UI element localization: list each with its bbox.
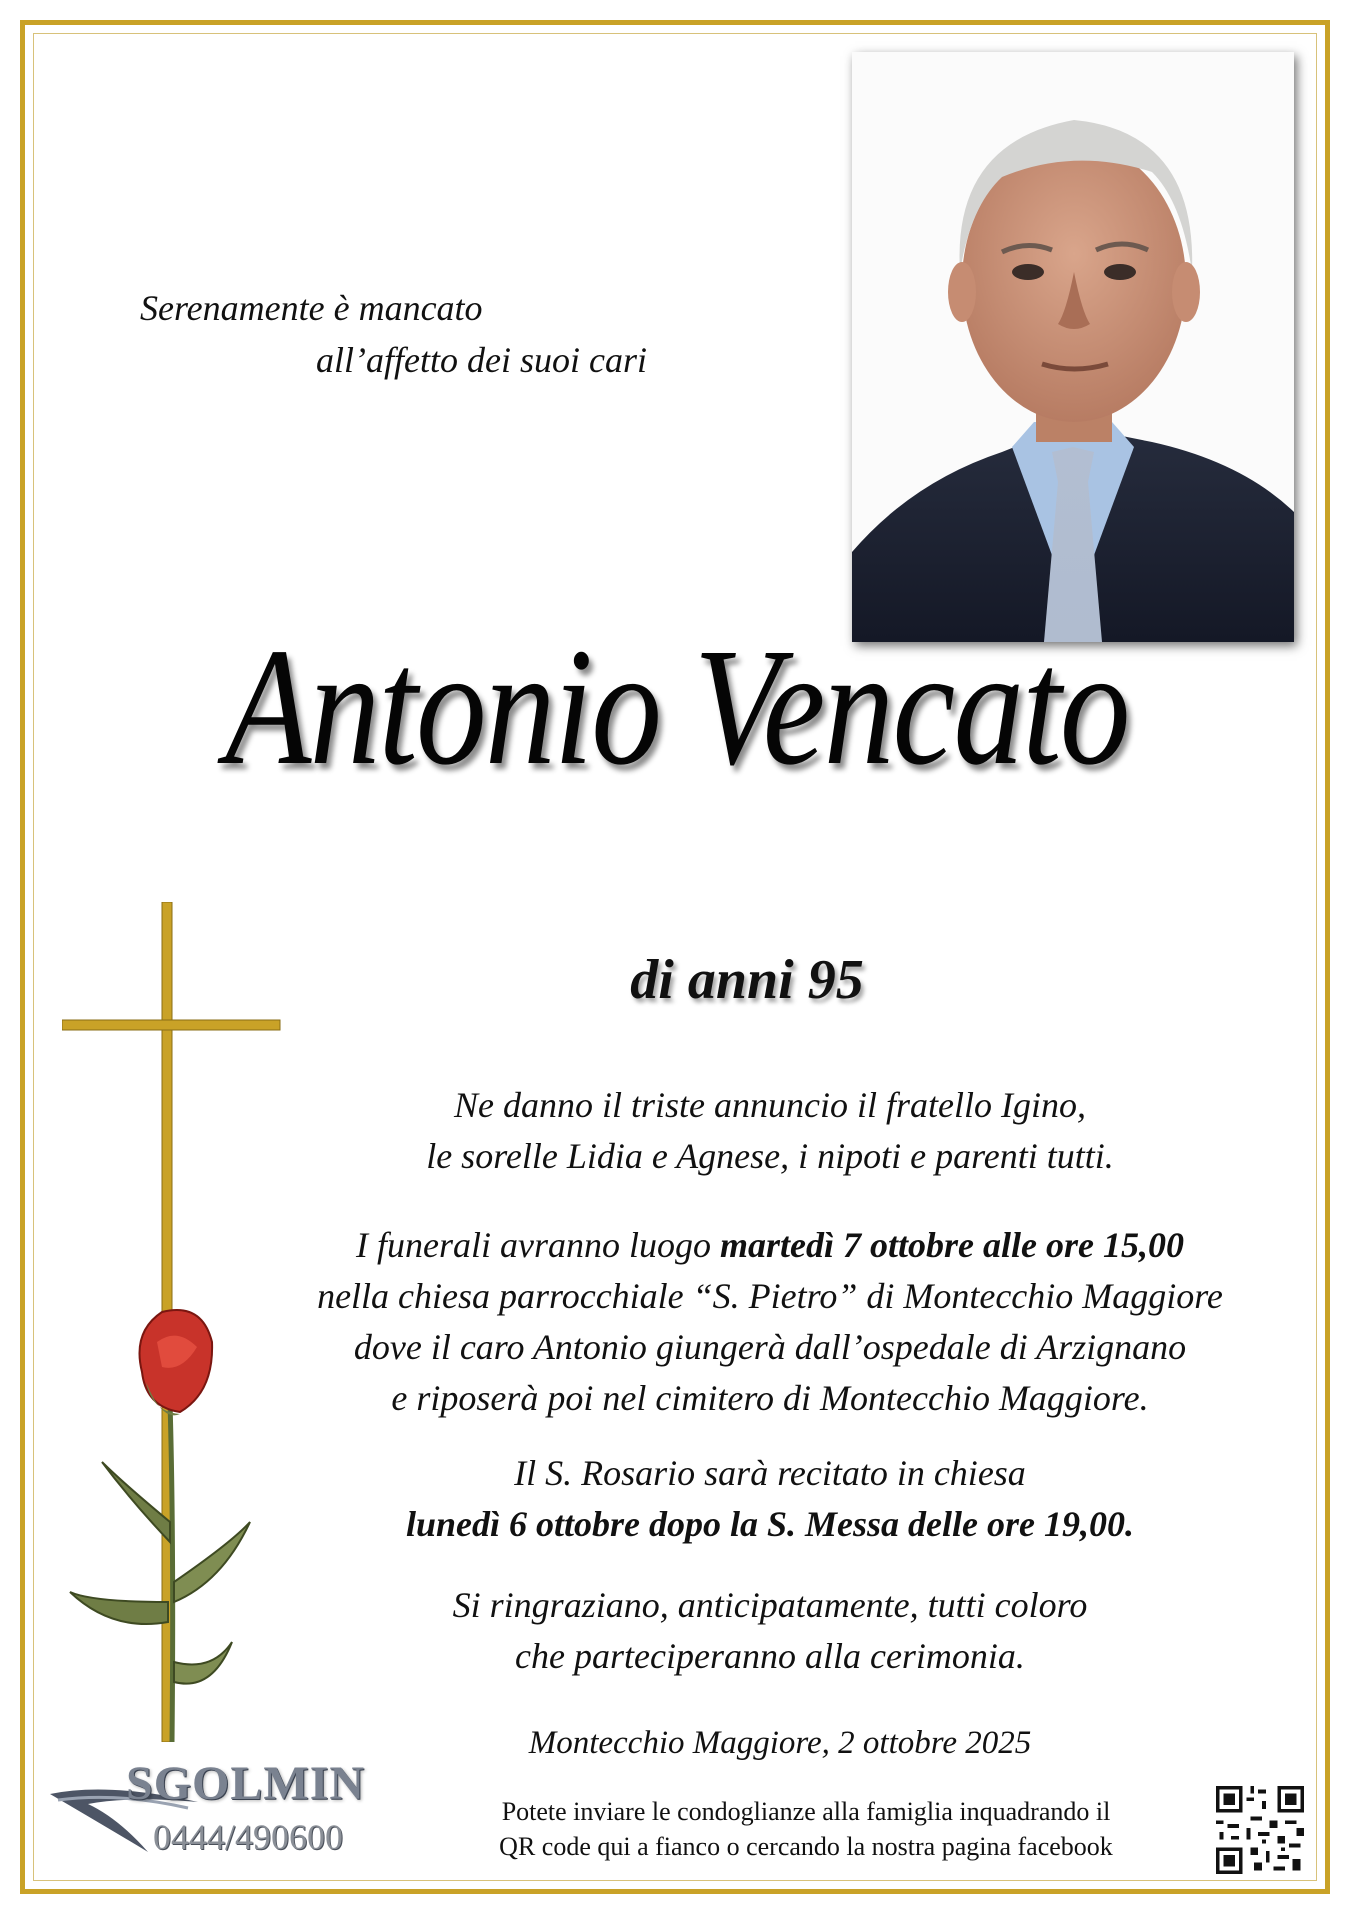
funeral-line-1 [215,1220,1325,1271]
company-name: SGOLMIN [126,1757,366,1810]
rosary-line: Il S. Rosario sarà recitato in chiesa [514,1453,1026,1493]
age-text: di anni 95 [630,949,864,1011]
rosary-datetime: lunedì 6 ottobre dopo la S. Messa delle ore 19,00. [406,1504,1134,1544]
intro-text [140,282,647,386]
condolence-note [436,1794,1176,1864]
condolence-line-2: QR code qui a fianco o cercando la nostra pagina facebook [499,1832,1113,1861]
rosary-paragraph [215,1448,1325,1550]
intro-line-2: all’affetto dei suoi cari [316,340,647,380]
sgolmin-logo [48,1756,378,1866]
announcement-line-2: le sorelle Lidia e Agnese, i nipoti e parenti tutti. [426,1136,1114,1176]
company-phone: 0444/490600 [153,1817,344,1857]
thanks-line-1: Si ringraziano, anticipatamente, tutti coloro [452,1585,1088,1625]
qr-code-icon[interactable] [1212,1782,1308,1878]
funeral-paragraph [215,1220,1325,1424]
funeral-line-4: e riposerà poi nel cimitero di Montecchio Maggiore. [391,1378,1149,1418]
deceased-name: Antonio Vencato [225,614,1129,800]
announcement-paragraph [215,1080,1325,1182]
condolence-line-1: Potete inviare le condoglianze alla famiglia inquadrando il [501,1797,1111,1826]
thanks-paragraph [215,1580,1325,1682]
intro-line-1: Serenamente è mancato [140,288,483,328]
funeral-line-2: nella chiesa parrocchiale “S. Pietro” di Montecchio Maggiore [317,1276,1223,1316]
funeral-prefix: I funerali avranno luogo [356,1225,720,1265]
portrait-photo [852,52,1294,642]
funeral-datetime: martedì 7 ottobre alle ore 15,00 [720,1225,1184,1265]
portrait-illustration [852,52,1294,642]
place-date: Montecchio Maggiore, 2 ottobre 2025 [528,1725,1032,1761]
announcement-line-1: Ne danno il triste annuncio il fratello Igino, [454,1085,1086,1125]
thanks-line-2: che parteciperanno alla cerimonia. [515,1636,1025,1676]
funeral-line-3: dove il caro Antonio giungerà dall’ospedale di Arzignano [353,1327,1187,1367]
